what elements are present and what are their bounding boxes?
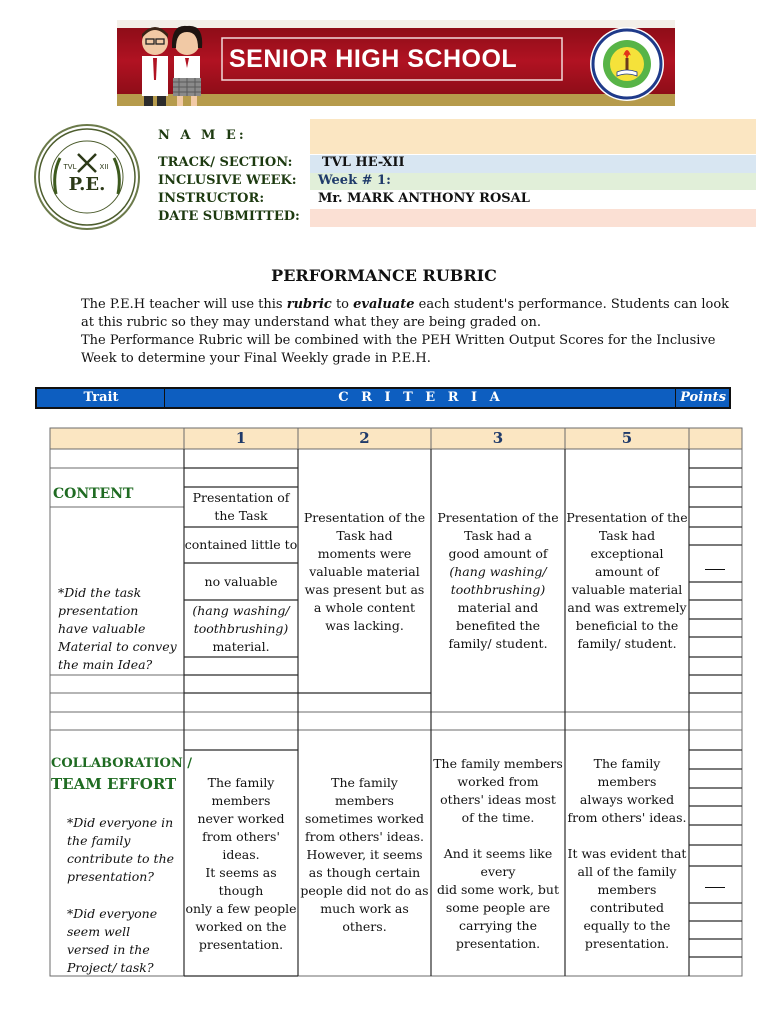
cell-line: material and — [457, 600, 539, 615]
collaboration-points-blank[interactable] — [705, 887, 725, 888]
criteria-header: C R I T E R I A — [338, 390, 504, 405]
svg-text:XII: XII — [99, 163, 109, 171]
cell-line: good amount of — [448, 546, 548, 561]
cell-line: valuable material — [309, 564, 420, 579]
cell-line: a whole content — [313, 600, 416, 615]
question-line: *Did everyone in — [67, 815, 174, 830]
question-line: *Did the task — [58, 585, 142, 600]
question-line: contribute to the — [67, 851, 175, 866]
intro-text: each student's performance. Students can look at this rubric so they may understand what they are being graded on. — [81, 297, 730, 330]
cell-line: never worked — [197, 811, 285, 826]
cell-line: members — [211, 793, 271, 808]
content-level-3-cell — [431, 509, 565, 653]
level-5-header: 5 — [621, 429, 633, 447]
cell-line: toothbrushing) — [450, 582, 546, 597]
question-line: Material to convey — [58, 639, 177, 654]
cell-line: exceptional — [590, 546, 664, 561]
trait-header: Trait — [83, 390, 119, 405]
intro-evaluate-word: evaluate — [353, 297, 415, 312]
cell-line: amount of — [594, 564, 660, 579]
cell-line: though — [218, 883, 264, 898]
cell-line: equally to the — [583, 918, 671, 933]
cell-line: However, it seems — [306, 847, 423, 862]
cell-line: members — [597, 882, 657, 897]
cell-line: It seems as — [205, 865, 277, 880]
cell-line: valuable material — [571, 582, 683, 597]
rubric-title: PERFORMANCE RUBRIC — [271, 266, 497, 285]
name-label: N A M E: — [158, 128, 247, 143]
cell-line: benefited the — [455, 618, 541, 633]
team-effort-trait-label: TEAM EFFORT — [51, 775, 177, 793]
cell-line: was present but as — [304, 582, 425, 597]
cell-line: Presentation of — [192, 490, 290, 505]
cell-line: members — [597, 774, 657, 789]
question-line: presentation? — [67, 869, 155, 884]
track-value: TVL HE-XII — [322, 155, 405, 170]
cell-line: the Task — [214, 508, 268, 523]
content-trait-label: CONTENT — [53, 486, 134, 502]
collaboration-level-2-cell — [298, 774, 431, 936]
question-line: versed in the — [67, 942, 150, 957]
cell-line: people did not do as — [300, 883, 429, 898]
cell-line: from others' — [202, 829, 280, 844]
cell-line: (hang washing/ — [192, 603, 290, 618]
cell-line: some people are — [445, 900, 551, 915]
cell-line: did some work, but — [437, 882, 559, 897]
cell-line: toothbrushing) — [193, 621, 289, 636]
cell-line: ideas. — [222, 847, 260, 862]
week-label: INCLUSIVE WEEK: — [158, 173, 297, 188]
cell-line: The family — [593, 756, 661, 771]
cell-line: others' ideas most — [440, 792, 556, 807]
cell-line: presentation. — [584, 936, 670, 951]
collaboration-question-1 — [67, 814, 174, 886]
instructor-label: INSTRUCTOR: — [158, 191, 265, 206]
svg-text:P.E.: P.E. — [68, 174, 106, 195]
cell-spacer — [565, 827, 689, 845]
intro-text: The P.E.H teacher will use this — [81, 297, 287, 312]
cell-line: Presentation of the — [437, 510, 559, 525]
intro-rubric-word: rubric — [286, 297, 332, 312]
cell-line: much work as — [320, 901, 409, 916]
question-line: the main Idea? — [58, 657, 153, 672]
collaboration-level-5-cell — [565, 755, 689, 953]
cell-line: beneficial to the — [575, 618, 679, 633]
cell-line: It was evident that — [567, 846, 687, 861]
content-level-1-example — [184, 602, 298, 638]
content-level-5-cell — [565, 509, 689, 653]
cell-line: and was extremely — [567, 600, 687, 615]
intro-text: to — [331, 297, 354, 312]
cell-line: was lacking. — [325, 618, 404, 633]
collaboration-question-2 — [67, 905, 157, 977]
cell-spacer — [431, 827, 565, 845]
cell-line: The family members — [433, 756, 563, 771]
cell-line: all of the family — [577, 864, 677, 879]
cell-line: The family — [207, 775, 275, 790]
question-line: Project/ task? — [67, 960, 154, 975]
cell-line: presentation. — [455, 936, 541, 951]
cell-line: contributed — [589, 900, 665, 915]
points-header: Points — [680, 390, 726, 405]
track-label: TRACK/ SECTION: — [158, 155, 293, 170]
question-line: seem well — [67, 924, 131, 939]
cell-line: from others' ideas. — [305, 829, 424, 844]
date-label: DATE SUBMITTED: — [158, 209, 300, 224]
cell-line: only a few people — [185, 901, 297, 916]
intro-paragraph-2: The Performance Rubric will be combined with the PEH Written Output Scores for the Inclusive Week to determine your Final Weekly grade in P.E.H. — [81, 333, 716, 366]
question-line: have valuable — [58, 621, 146, 636]
cell-line: Task had — [336, 528, 393, 543]
cell-line: Task had — [598, 528, 656, 543]
cell-line: Presentation of the — [303, 510, 426, 525]
collaboration-level-3-cell — [431, 755, 565, 953]
level-2-header: 2 — [359, 429, 370, 447]
collaboration-trait-label: COLLABORATION / — [51, 756, 193, 771]
content-level-1-line: contained little to — [184, 537, 298, 552]
cell-line: carrying the — [459, 918, 537, 933]
cell-line: worked on the — [195, 919, 287, 934]
cell-line: worked from — [457, 774, 539, 789]
cell-line: others. — [342, 919, 387, 934]
question-line: the family — [67, 833, 131, 848]
week-value: Week # 1: — [318, 173, 391, 188]
banner-title: SENIOR HIGH SCHOOL — [229, 45, 518, 73]
cell-line: of the time. — [461, 810, 535, 825]
cell-line: moments were — [317, 546, 412, 561]
instructor-value: Mr. MARK ANTHONY ROSAL — [318, 191, 530, 206]
cell-line: every — [480, 864, 516, 879]
cell-line: always worked — [579, 792, 675, 807]
cell-line: members — [335, 793, 394, 808]
question-line: *Did everyone — [67, 906, 158, 921]
collaboration-level-1-cell — [184, 774, 298, 954]
content-question — [58, 584, 177, 674]
cell-line: from others' ideas. — [567, 810, 687, 825]
cell-line: presentation. — [198, 937, 284, 952]
cell-line: family/ student. — [577, 636, 677, 651]
question-line: presentation — [58, 603, 139, 618]
svg-text:TVL: TVL — [63, 163, 77, 171]
cell-line: sometimes worked — [304, 811, 425, 826]
content-level-1-line: material. — [212, 639, 270, 654]
level-3-header: 3 — [492, 429, 504, 447]
level-1-header: 1 — [235, 429, 247, 447]
content-level-2-cell — [298, 509, 431, 635]
cell-line: Presentation of the — [566, 510, 688, 525]
cell-line: The family — [331, 775, 398, 790]
cell-line: family/ student. — [448, 636, 548, 651]
cell-line: (hang washing/ — [449, 564, 547, 579]
cell-line: Task had a — [464, 528, 532, 543]
content-level-1-cell — [184, 489, 298, 525]
cell-line: And it seems like — [443, 846, 553, 861]
content-points-blank[interactable] — [705, 569, 725, 570]
cell-line: as though certain — [308, 865, 421, 880]
content-level-1-line: no valuable — [204, 574, 278, 589]
